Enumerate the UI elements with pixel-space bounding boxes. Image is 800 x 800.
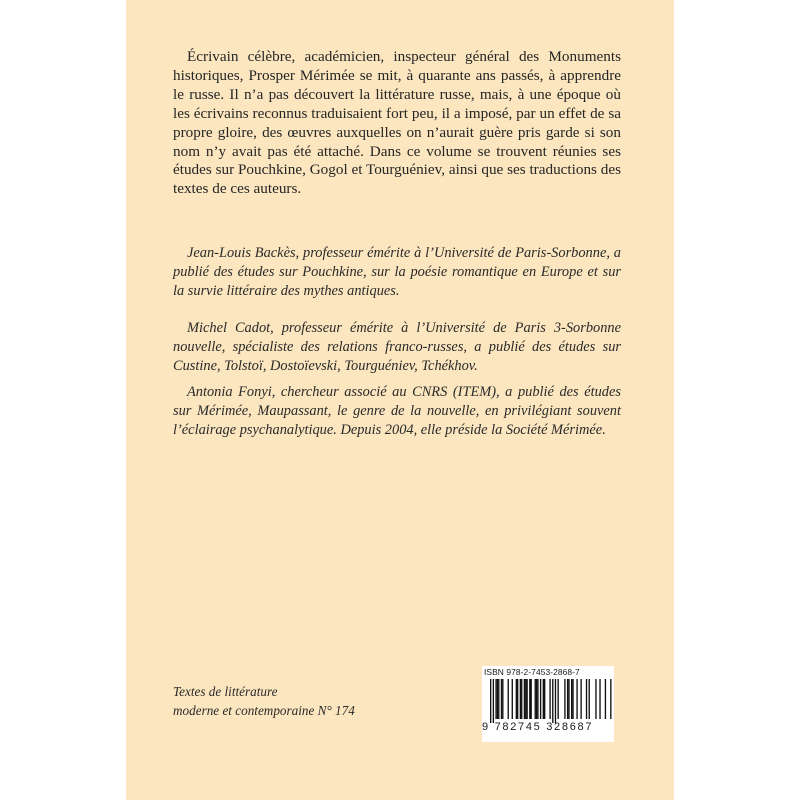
- series-line-1: Textes de littérature: [173, 684, 278, 699]
- barcode-bars: [482, 679, 614, 723]
- barcode-bar: [537, 679, 538, 719]
- barcode-bar: [524, 679, 525, 719]
- isbn-barcode: [482, 666, 614, 742]
- barcode-bar: [610, 679, 611, 719]
- author-bio-cadot: Michel Cadot, professeur émérite à l’Université de Paris 3-Sorbonne nouvelle, spécialiste des relations franco-russes, a publié des études sur Custine, Tolstoï, Dostoïevski, Tourguéniev, Tchékhov.: [173, 320, 621, 374]
- barcode-bar: [552, 679, 553, 723]
- barcode-bar: [576, 679, 577, 719]
- barcode-bar: [595, 679, 596, 719]
- barcode-bar: [555, 679, 556, 723]
- barcode-bar: [599, 679, 600, 719]
- barcode-bar: [526, 679, 527, 719]
- barcode-digits: 9 782745 328687: [482, 721, 594, 733]
- barcode-bar: [567, 679, 568, 719]
- barcode-bar: [543, 679, 544, 719]
- barcode-bar: [564, 679, 565, 719]
- barcode-bar: [568, 679, 569, 719]
- barcode-bar: [535, 679, 536, 719]
- barcode-bar: [549, 679, 550, 719]
- barcode-bar: [501, 679, 502, 719]
- barcode-bar: [516, 679, 517, 719]
- barcode-bar: [589, 679, 590, 719]
- barcode-bar: [586, 679, 587, 719]
- barcode-bar: [508, 679, 509, 719]
- barcode-bar: [521, 679, 522, 719]
- author-bio-backes: Jean-Louis Backès, professeur émérite à l’Université de Paris-Sorbonne, a publié des études sur Pouchkine, sur la poésie romantique en Europe et sur la survie littéraire des mythes antiques.: [173, 245, 621, 299]
- barcode-bar: [490, 679, 491, 723]
- barcode-bar: [497, 679, 498, 719]
- barcode-bar: [520, 679, 521, 719]
- barcode-bar: [531, 679, 532, 719]
- barcode-bar: [605, 679, 606, 719]
- barcode-bar: [498, 679, 499, 719]
- series-info: [173, 683, 433, 720]
- barcode-bar: [512, 679, 513, 719]
- barcode-bar: [493, 679, 494, 723]
- barcode-bar: [544, 679, 545, 719]
- series-line-2: moderne et contemporaine N° 174: [173, 702, 355, 718]
- barcode-bar: [540, 679, 541, 719]
- barcode-bar: [525, 679, 526, 719]
- barcode-bar: [517, 679, 518, 719]
- isbn-label: ISBN 978-2-7453-2868-7: [484, 667, 580, 677]
- barcode-bar: [571, 679, 572, 719]
- barcode-bar: [536, 679, 537, 719]
- author-bio-fonyi: Antonia Fonyi, chercheur associé au CNRS (ITEM), a publié des études sur Mérimée, Maupassant, le genre de la nouvelle, en privilégiant souvent l’éclairage psychanalytique. Depuis 2004, elle préside la Société Mérimée.: [173, 384, 621, 438]
- barcode-bar: [495, 679, 496, 719]
- book-back-cover: [126, 0, 674, 800]
- barcode-bar: [502, 679, 503, 719]
- barcode-bar: [572, 679, 573, 719]
- book-blurb: Écrivain célèbre, académicien, inspecteur général des Monuments historiques, Prosper Mérimée se mit, à quarante ans passés, à apprendre le russe. Il n’a pas découvert la littérature russe, mais, à une époque où les écrivains reconnus traduisaient fort peu, il a imposé, par un effet de sa propre gloire, des œuvres auxquelles on n’aurait guère pris garde si son nom n’y avait pas été attaché. Dans ce volume se trouvent réunies ses études sur Pouchkine, Gogol et Tourguéniev, ainsi que ses traductions des textes de ces auteurs.: [173, 48, 621, 198]
- barcode-bar: [558, 679, 559, 719]
- barcode-bar: [580, 679, 581, 719]
- barcode-bar: [529, 679, 530, 719]
